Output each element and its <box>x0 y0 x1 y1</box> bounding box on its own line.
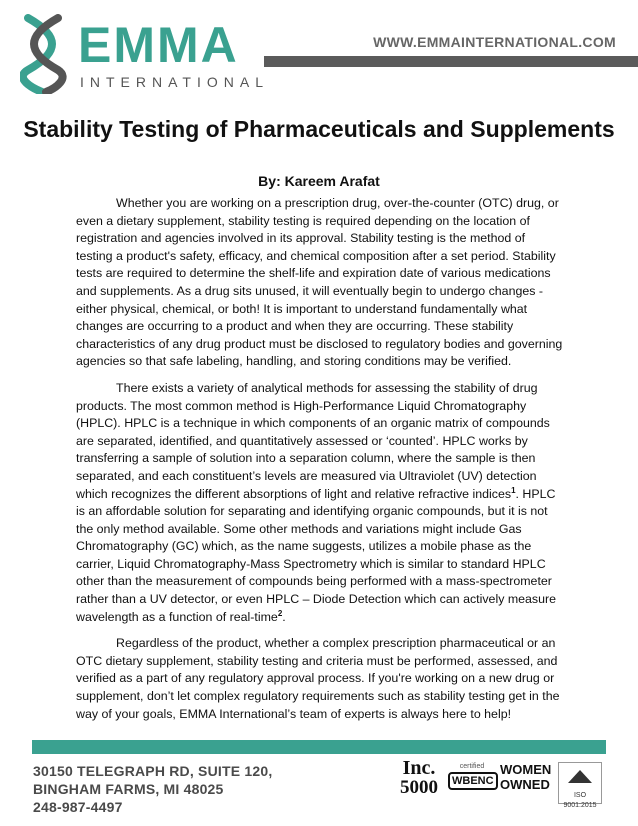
footer-divider-bar <box>32 740 606 754</box>
paragraph-2-part-c: . <box>282 609 286 624</box>
paragraph-2-part-a: There exists a variety of analytical methods for assessing the stability of drug products. The most common method is High-Performance Liquid Chromatography (HPLC). HPLC is a technique in which components of an organic matrix of compounds are separated, identified, and quantitatively assessed or ‘counted’. HPLC works by transferring a sample of solution into a separation column, where the sample is then separated, and each constituent’s levels are measured via Ultraviolet (UV) detection which recognizes the different absorptions of light and relative refractive indices <box>76 380 550 501</box>
address-line-2: BINGHAM FARMS, MI 48025 <box>33 781 224 797</box>
phone-number: 248-987-4497 <box>33 799 123 815</box>
brand-name: EMMA <box>78 17 239 73</box>
article-body <box>76 195 564 732</box>
inc-number: 5000 <box>400 777 438 798</box>
wbenc-badge <box>448 762 496 802</box>
paragraph-1: Whether you are working on a prescription drug, over-the-counter (OTC) drug, or even a dietary supplement, stability testing is required depending on the location of registration and agencies involved in its approval. Stability testing is the method of testing a product's safety, efficacy, and chemical composition after a set period. Stability tests are required to determine the shelf-life and expiration date of various medications and supplements. As a drug sits unused, it will eventually begin to undergo changes - either physical, chemical, or both! It is important to understand fundamentally what changes are occurring to a product and when they are occurring. These stability characteristics of any drug product must be disclosed to regulatory bodies and governing agencies so that safe labeling, handling, and storing conditions may be verified. <box>76 196 563 369</box>
wbenc-certified-label: certified <box>459 763 485 770</box>
paragraph-3: Regardless of the product, whether a complex prescription pharmaceutical or an OTC dietary supplement, stability testing and criteria must be performed, assessed, and verified as a part of any regulatory approval process. If you're working on a new drug or supplement, don’t let complex regulatory requirements such as stability testing get in the way of your goals, EMMA International’s team of experts is always here to help! <box>76 636 560 721</box>
article-title: Stability Testing of Pharmaceuticals and Supplements <box>23 116 615 142</box>
article-byline: By: Kareem Arafat <box>258 173 380 189</box>
owned-label: OWNED <box>500 777 550 792</box>
website-url[interactable]: WWW.EMMAINTERNATIONAL.COM <box>373 34 616 50</box>
paragraph-2-part-b: . HPLC is an affordable solution for separating and identifying organic compounds, but it is not the only method available. Some other methods and variations might include Gas Chromatography (GC) which, as the name suggests, utilizes a mobile phase as the carrier, Liquid Chromatography-Mass Spectrometry which is similar to standard HPLC other than the measurement of compounds being performed with a mass-spectrometer rather than a UV detector, or even HPLC – Diode Detection which can actively measure wavelength as a function of real-time <box>76 486 557 624</box>
women-owned-badge <box>500 762 552 792</box>
iso-certification-badge <box>558 762 602 809</box>
footer-address <box>33 762 272 816</box>
dna-helix-icon <box>20 14 78 94</box>
reference-2: 2 <box>277 608 283 618</box>
paragraph-2 <box>76 380 564 626</box>
header-divider-bar <box>264 56 638 67</box>
reference-1: 1 <box>511 485 516 495</box>
brand-subtitle: INTERNATIONAL <box>80 74 269 90</box>
wbenc-label: WBENC <box>448 772 498 790</box>
iso-label: ISO 9001:2015 <box>563 792 597 809</box>
emma-logo <box>20 14 269 94</box>
address-line-1: 30150 TELEGRAPH RD, SUITE 120, <box>33 763 273 779</box>
inc5000-badge <box>394 758 444 798</box>
certification-seal-icon <box>565 767 595 787</box>
inc-label: Inc. <box>402 757 436 779</box>
certification-badges <box>394 758 602 810</box>
women-label: WOMEN <box>500 762 552 777</box>
